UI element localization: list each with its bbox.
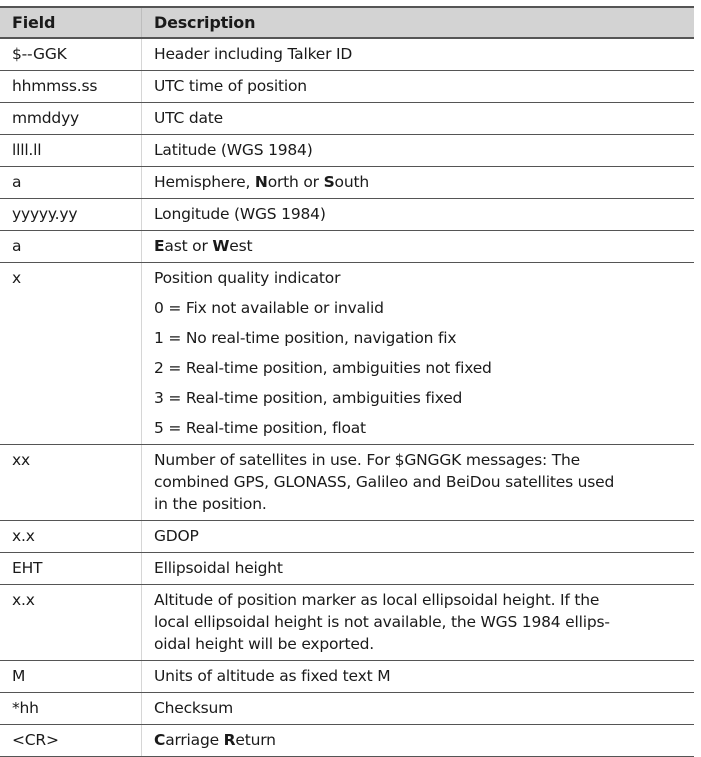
- description-cell: [142, 71, 695, 103]
- quality-indicator-option: 1 = No real-time position, navigation fix: [154, 329, 457, 347]
- table-header-row: [0, 7, 694, 38]
- description-cell: [142, 693, 695, 725]
- field-cell: x.x: [0, 521, 142, 553]
- header-description: Description: [142, 7, 695, 38]
- ggk-field-table: [0, 6, 694, 757]
- table-row: [0, 71, 694, 103]
- description-text: Position quality indicator: [154, 269, 341, 287]
- description-cell: [142, 445, 695, 521]
- description-text: Checksum: [154, 699, 234, 717]
- field-cell: *hh: [0, 693, 142, 725]
- description-text: arriage: [165, 731, 224, 749]
- field-cell: x: [0, 263, 142, 445]
- description-text: GDOP: [154, 527, 199, 545]
- description-bold-initial: C: [154, 731, 166, 749]
- description-bold-initial: E: [154, 237, 165, 255]
- description-text: ast or: [164, 237, 213, 255]
- description-cell: [142, 135, 695, 167]
- table-row: [0, 521, 694, 553]
- description-cell: [142, 263, 695, 445]
- quality-indicator-option: 5 = Real-time position, float: [154, 419, 366, 437]
- table-row: [0, 585, 694, 661]
- description-cell: [142, 231, 695, 263]
- field-cell: llll.ll: [0, 135, 142, 167]
- table-row: [0, 167, 694, 199]
- description-text: est: [229, 237, 253, 255]
- field-cell: hhmmss.ss: [0, 71, 142, 103]
- description-line: local ellipsoidal height is not available, the WGS 1984 ellips-: [154, 613, 610, 631]
- description-bold-initial: N: [254, 173, 268, 191]
- field-cell: mmddyy: [0, 103, 142, 135]
- table-row: [0, 725, 694, 757]
- description-text: outh: [334, 173, 369, 191]
- description-cell: [142, 553, 695, 585]
- description-line: oidal height will be exported.: [154, 635, 375, 653]
- field-cell: xx: [0, 445, 142, 521]
- quality-indicator-option: 0 = Fix not available or invalid: [154, 299, 384, 317]
- description-text: Latitude (WGS 1984): [154, 141, 313, 159]
- table-row: [0, 135, 694, 167]
- description-text: Longitude (WGS 1984): [154, 205, 326, 223]
- description-line: Number of satellites in use. For $GNGGK messages: The: [154, 451, 580, 469]
- field-cell: EHT: [0, 553, 142, 585]
- quality-indicator-option: 2 = Real-time position, ambiguities not fixed: [154, 359, 492, 377]
- description-cell: [142, 585, 695, 661]
- description-text: Header including Talker ID: [154, 45, 353, 63]
- description-bold-initial: R: [223, 731, 236, 749]
- table-row: [0, 263, 694, 445]
- field-cell: <CR>: [0, 725, 142, 757]
- table-body: [0, 38, 694, 757]
- description-bold-initial: W: [212, 237, 230, 255]
- table-row: [0, 103, 694, 135]
- table-row: [0, 199, 694, 231]
- table-row: [0, 445, 694, 521]
- description-bold-initial: S: [323, 173, 335, 191]
- description-cell: [142, 38, 695, 71]
- field-cell: x.x: [0, 585, 142, 661]
- description-text: UTC time of position: [154, 77, 307, 95]
- description-cell: [142, 521, 695, 553]
- description-line: in the position.: [154, 495, 267, 513]
- header-field: Field: [0, 7, 142, 38]
- table-row: [0, 553, 694, 585]
- field-cell: M: [0, 661, 142, 693]
- table-row: [0, 231, 694, 263]
- table-row: [0, 38, 694, 71]
- description-text: UTC date: [154, 109, 224, 127]
- description-text: eturn: [235, 731, 276, 749]
- description-text: Units of altitude as fixed text M: [154, 667, 391, 685]
- table-row: [0, 693, 694, 725]
- table-row: [0, 661, 694, 693]
- field-cell: a: [0, 231, 142, 263]
- description-cell: [142, 725, 695, 757]
- description-cell: [142, 199, 695, 231]
- description-text: Hemisphere,: [154, 173, 255, 191]
- description-line: combined GPS, GLONASS, Galileo and BeiDou satellites used: [154, 473, 615, 491]
- description-text: Ellipsoidal height: [154, 559, 283, 577]
- description-line: Altitude of position marker as local ellipsoidal height. If the: [154, 591, 600, 609]
- description-cell: [142, 167, 695, 199]
- quality-indicator-option: 3 = Real-time position, ambiguities fixed: [154, 389, 463, 407]
- description-cell: [142, 103, 695, 135]
- field-cell: $--GGK: [0, 38, 142, 71]
- description-cell: [142, 661, 695, 693]
- description-text: orth or: [267, 173, 324, 191]
- field-cell: yyyyy.yy: [0, 199, 142, 231]
- field-cell: a: [0, 167, 142, 199]
